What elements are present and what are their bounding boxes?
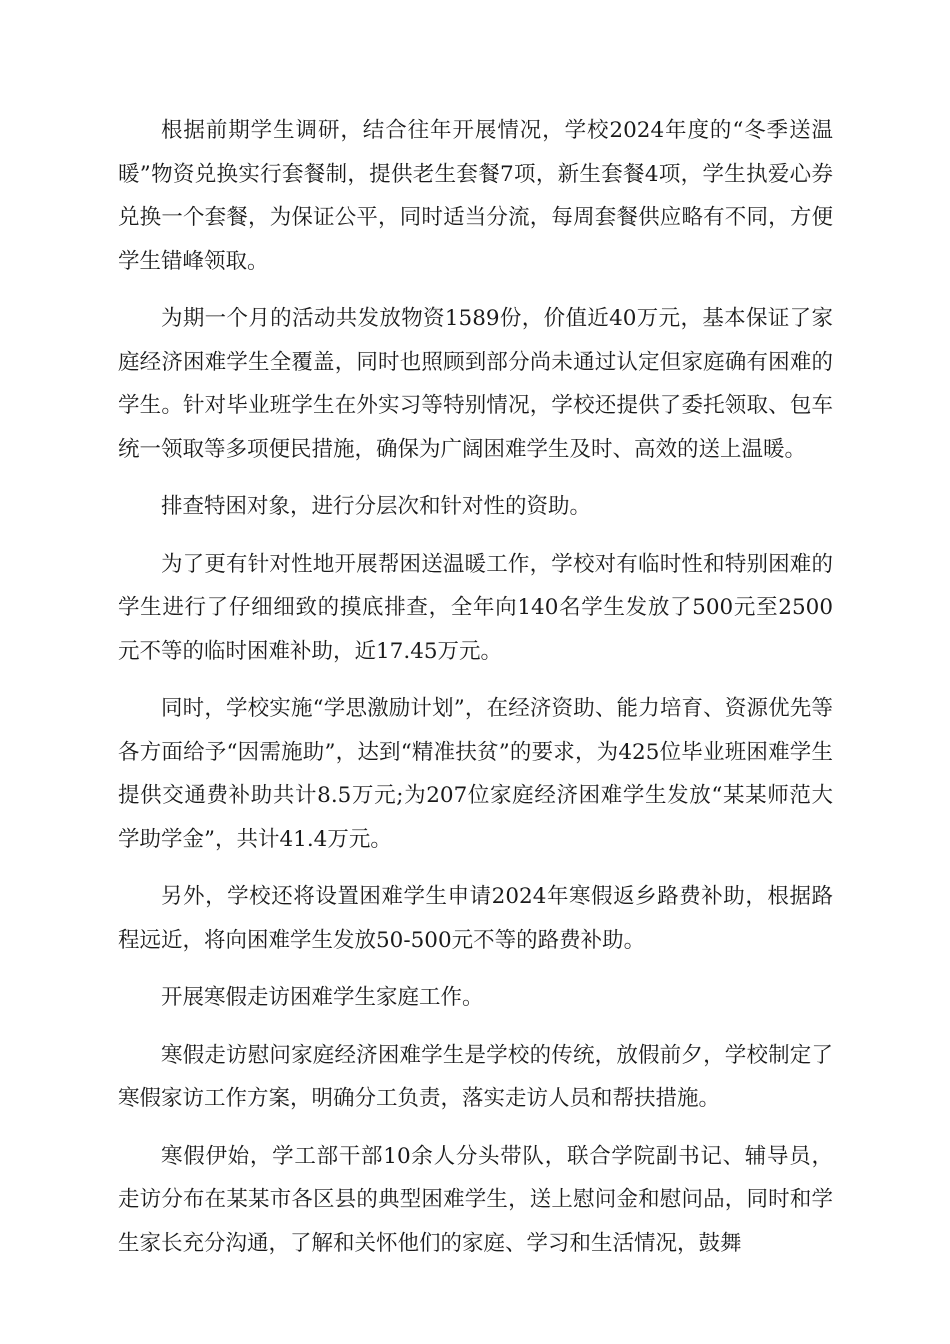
- paragraph-1: 根据前期学生调研，结合往年开展情况，学校2024年度的“冬季送温暖”物资兑换实行套餐制，提供老生套餐7项，新生套餐4项，学生执爱心券兑换一个套餐，为保证公平，同时适当分流，每周套餐供应略有不同，方便学生错峰领取。: [118, 118, 833, 274]
- paragraph-7: 开展寒假走访困难学生家庭工作。: [161, 985, 484, 1010]
- paragraph-5: 同时，学校实施“学思激励计划”，在经济资助、能力培育、资源优先等各方面给予“因需施助”，达到“精准扶贫”的要求，为425位毕业班困难学生提供交通费补助共计8.5万元;为207位家庭经济困难学生发放“某某师范大学助学金”，共计41.4万元。: [118, 696, 833, 852]
- paragraph-9: 寒假伊始，学工部干部10余人分头带队，联合学院副书记、辅导员，走访分布在某某市各区县的典型困难学生，送上慰问金和慰问品，同时和学生家长充分沟通，了解和关怀他们的家庭、学习和生活情况，鼓舞: [118, 1143, 833, 1256]
- paragraph-2: 为期一个月的活动共发放物资1589份，价值近40万元，基本保证了家庭经济困难学生全覆盖，同时也照顾到部分尚未通过认定但家庭确有困难的学生。针对毕业班学生在外实习等特别情况，学校还提供了委托领取、包车统一领取等多项便民措施，确保为广阔困难学生及时、高效的送上温暖。: [118, 306, 833, 462]
- document-body: [118, 109, 833, 1279]
- paragraph-8: 寒假走访慰问家庭经济困难学生是学校的传统，放假前夕，学校制定了寒假家访工作方案，明确分工负责，落实走访人员和帮扶措施。: [118, 1042, 833, 1111]
- paragraph-3: 排查特困对象，进行分层次和针对性的资助。: [161, 494, 592, 519]
- paragraph-6: 另外，学校还将设置困难学生申请2024年寒假返乡路费补助，根据路程远近，将向困难学生发放50-500元不等的路费补助。: [118, 884, 833, 953]
- paragraph-4: 为了更有针对性地开展帮困送温暖工作，学校对有临时性和特别困难的学生进行了仔细细致的摸底排查，全年向140名学生发放了500元至2500元不等的临时困难补助，近17.45万元。: [118, 551, 833, 664]
